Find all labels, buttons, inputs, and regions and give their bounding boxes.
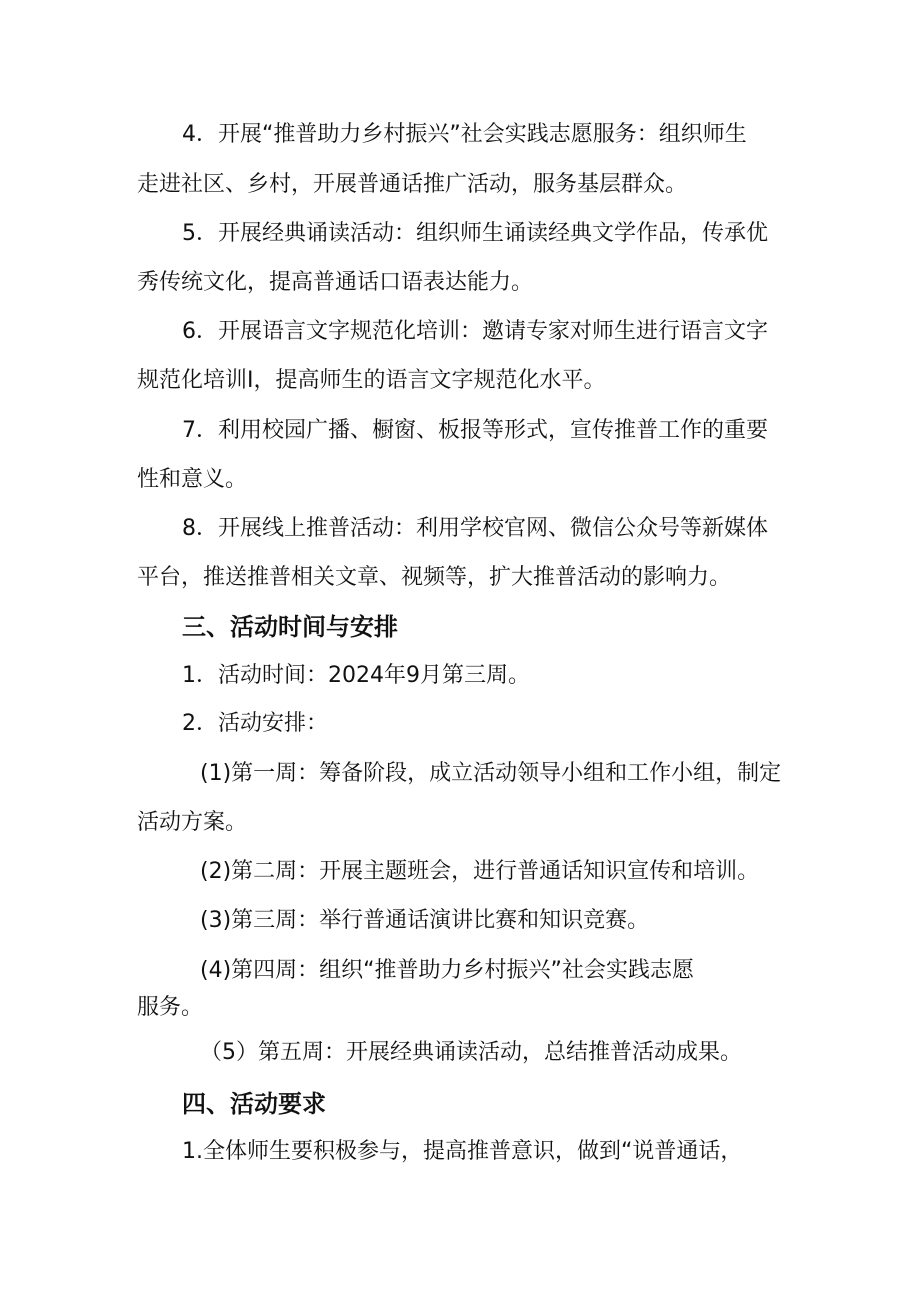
week-2: (2)第二周：开展主题班会，进行普通话知识宣传和培训。: [200, 859, 760, 884]
section-3-heading: 三、活动时间与安排: [182, 613, 398, 641]
item-5-line-1: 5．开展经典诵读活动：组织师生诵读经典文学作品，传承优: [182, 221, 768, 246]
requirement-1: 1.全体师生要积极参与，提高推普意识，做到“说普通话，: [182, 1139, 743, 1164]
week-4-line-2: 服务。: [137, 995, 204, 1020]
section-4-heading: 四、活动要求: [182, 1090, 326, 1118]
week-5: （5）第五周：开展经典诵读活动，总结推普活动成果。: [200, 1040, 742, 1065]
week-1-line-2: 活动方案。: [137, 810, 248, 835]
item-7-line-1: 7．利用校园广播、橱窗、板报等形式，宣传推普工作的重要: [182, 418, 768, 443]
item-8-line-1: 8．开展线上推普活动：利用学校官网、微信公众号等新媒体: [182, 516, 768, 541]
item-7-line-2: 性和意义。: [137, 467, 248, 492]
week-3: (3)第三周：举行普通话演讲比赛和知识竞赛。: [200, 908, 650, 933]
activity-time: 1．活动时间：2024年9月第三周。: [182, 663, 530, 688]
week-1-line-1: (1)第一周：筹备阶段，成立活动领导小组和工作小组，制定: [200, 761, 782, 786]
item-5-line-2: 秀传统文化，提高普通话口语表达能力。: [137, 270, 534, 295]
activity-arrangement-label: 2．活动安排：: [182, 711, 328, 736]
week-4-line-1: (4)第四周：组织“推普助力乡村振兴”社会实践志愿: [200, 958, 694, 983]
item-6-line-1: 6．开展语言文字规范化培训：邀请专家对师生进行语言文字: [182, 319, 768, 344]
item-6-line-2: 规范化培训I，提高师生的语言文字规范化水平。: [137, 368, 606, 393]
item-8-line-2: 平台，推送推普相关文章、视频等，扩大推普活动的影响力。: [137, 565, 732, 590]
item-4-line-2: 走进社区、乡村，开展普通话推广活动，服务基层群众。: [137, 172, 688, 197]
item-4-line-1: 4．开展“推普助力乡村振兴”社会实践志愿服务：组织师生: [182, 122, 747, 147]
